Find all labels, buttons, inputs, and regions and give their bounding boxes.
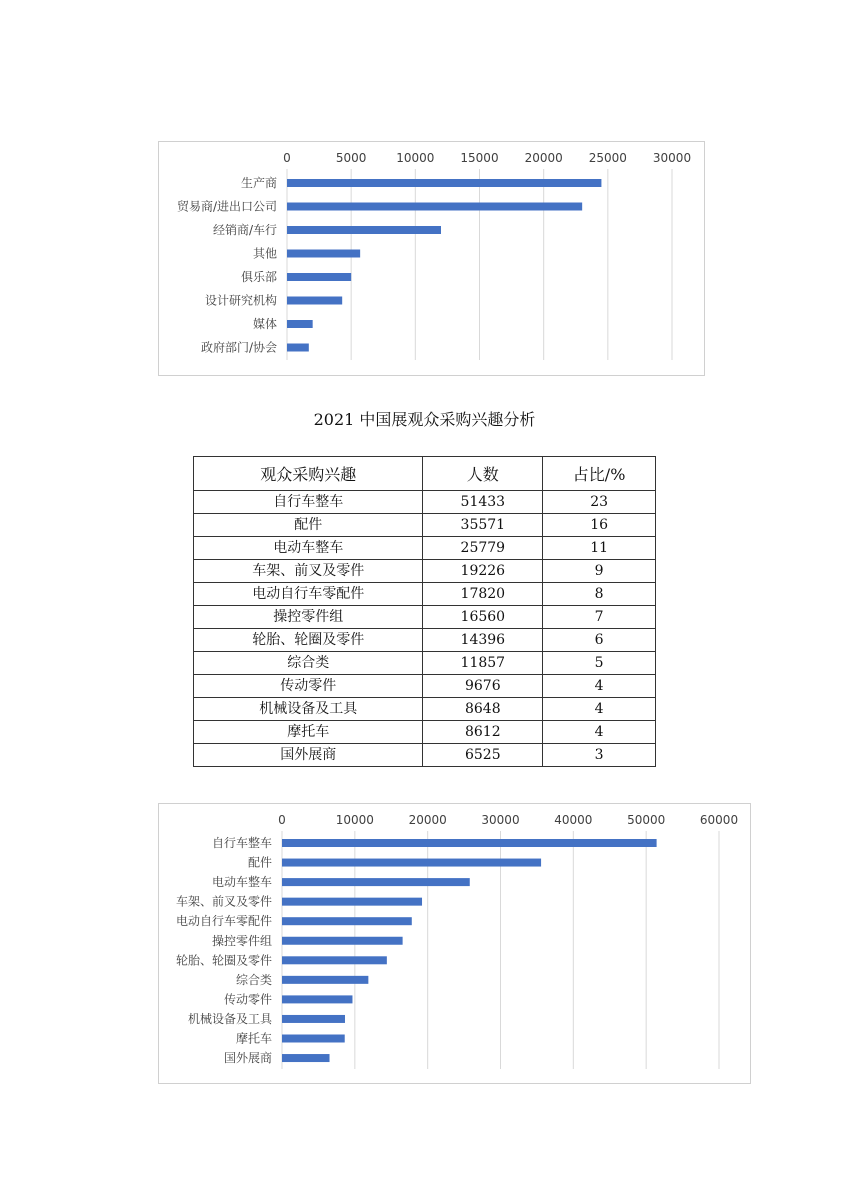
- category-label: 政府部门/协会: [200, 340, 277, 355]
- count-cell: 14396: [423, 629, 543, 652]
- bar: [282, 995, 352, 1003]
- category-label: 轮胎、轮圈及零件: [175, 953, 272, 968]
- table-row: [194, 606, 656, 629]
- share-cell: 6: [543, 629, 656, 652]
- x-tick-label: 30000: [481, 813, 520, 827]
- bar: [287, 320, 313, 328]
- category-label: 媒体: [252, 317, 277, 331]
- interest-cell: 摩托车: [194, 721, 423, 744]
- share-cell: 23: [543, 491, 656, 514]
- bar: [287, 203, 582, 211]
- x-tick-label: 20000: [408, 813, 447, 827]
- count-cell: 17820: [423, 583, 543, 606]
- bar: [287, 344, 309, 352]
- header-share: 占比/%: [543, 457, 656, 491]
- bar: [287, 179, 601, 187]
- header-count: 人数: [423, 457, 543, 491]
- table-row: [194, 721, 656, 744]
- table-row: [194, 652, 656, 675]
- category-label: 俱乐部: [240, 270, 277, 284]
- table-row: [194, 537, 656, 560]
- bar: [287, 297, 342, 305]
- bar: [282, 859, 541, 867]
- interest-cell: 国外展商: [194, 744, 423, 767]
- header-interest: 观众采购兴趣: [194, 457, 423, 491]
- bar: [282, 1054, 330, 1062]
- purchase-interest-table: [193, 456, 656, 767]
- interest-cell: 传动零件: [194, 675, 423, 698]
- table-row: [194, 698, 656, 721]
- share-cell: 4: [543, 698, 656, 721]
- count-cell: 51433: [423, 491, 543, 514]
- bar: [282, 898, 422, 906]
- x-tick-label: 0: [283, 151, 291, 165]
- x-tick-label: 30000: [652, 151, 692, 165]
- table-header-row: [194, 457, 656, 491]
- table-row: [194, 514, 656, 537]
- count-cell: 16560: [423, 606, 543, 629]
- table-row: [194, 629, 656, 652]
- bar: [282, 956, 387, 964]
- category-label: 综合类: [235, 972, 272, 987]
- count-cell: 6525: [423, 744, 543, 767]
- count-cell: 11857: [423, 652, 543, 675]
- bar: [282, 1015, 345, 1023]
- category-label: 国外展商: [223, 1051, 272, 1066]
- category-label: 配件: [247, 855, 272, 870]
- visitor-type-chart: [158, 141, 705, 376]
- category-label: 经销商/车行: [212, 223, 277, 237]
- count-cell: 9676: [423, 675, 543, 698]
- section-title: 2021 中国展观众采购兴趣分析: [313, 410, 536, 429]
- share-cell: 3: [543, 744, 656, 767]
- x-tick-label: 5000: [335, 151, 367, 165]
- x-tick-label: 60000: [699, 813, 739, 827]
- share-cell: 4: [543, 721, 656, 744]
- share-cell: 8: [543, 583, 656, 606]
- bar: [282, 937, 403, 945]
- interest-cell: 车架、前叉及零件: [194, 560, 423, 583]
- category-label: 电动自行车零配件: [175, 914, 272, 929]
- share-cell: 7: [543, 606, 656, 629]
- bar: [282, 917, 412, 925]
- table-row: [194, 560, 656, 583]
- category-label: 其他: [252, 246, 277, 261]
- category-label: 电动车整车: [211, 875, 272, 890]
- count-cell: 19226: [423, 560, 543, 583]
- bar: [282, 976, 368, 984]
- bar: [287, 226, 441, 234]
- interest-cell: 电动车整车: [194, 537, 423, 560]
- x-tick-label: 25000: [588, 151, 627, 165]
- category-label: 车架、前叉及零件: [175, 894, 272, 909]
- category-label: 生产商: [240, 176, 277, 190]
- share-cell: 11: [543, 537, 656, 560]
- x-tick-label: 15000: [460, 151, 499, 165]
- visitor-type-chart-svg: [159, 142, 704, 375]
- category-label: 传动零件: [223, 992, 272, 1007]
- x-tick-label: 10000: [335, 813, 374, 827]
- bar: [282, 878, 470, 886]
- x-tick-label: 40000: [554, 813, 593, 827]
- interest-cell: 综合类: [194, 652, 423, 675]
- interest-cell: 操控零件组: [194, 606, 423, 629]
- category-label: 贸易商/进出口公司: [176, 199, 277, 214]
- bar: [287, 273, 351, 281]
- count-cell: 8612: [423, 721, 543, 744]
- share-cell: 16: [543, 514, 656, 537]
- category-label: 设计研究机构: [204, 293, 277, 308]
- table-row: [194, 491, 656, 514]
- x-tick-label: 10000: [396, 151, 435, 165]
- count-cell: 8648: [423, 698, 543, 721]
- share-cell: 4: [543, 675, 656, 698]
- count-cell: 25779: [423, 537, 543, 560]
- bar: [282, 839, 657, 847]
- table-row: [194, 675, 656, 698]
- table-row: [194, 744, 656, 767]
- interest-cell: 配件: [194, 514, 423, 537]
- interest-cell: 轮胎、轮圈及零件: [194, 629, 423, 652]
- interest-cell: 电动自行车零配件: [194, 583, 423, 606]
- x-tick-label: 50000: [627, 813, 666, 827]
- category-label: 机械设备及工具: [187, 1011, 272, 1026]
- x-tick-label: 0: [278, 813, 286, 827]
- purchase-interest-chart-svg: [159, 804, 750, 1083]
- share-cell: 9: [543, 560, 656, 583]
- count-cell: 35571: [423, 514, 543, 537]
- category-label: 摩托车: [235, 1031, 272, 1046]
- table-row: [194, 583, 656, 606]
- interest-cell: 机械设备及工具: [194, 698, 423, 721]
- share-cell: 5: [543, 652, 656, 675]
- x-tick-label: 20000: [524, 151, 563, 165]
- bar: [282, 1035, 345, 1043]
- category-label: 操控零件组: [211, 933, 272, 948]
- purchase-interest-chart: [158, 803, 751, 1084]
- bar: [287, 250, 360, 258]
- category-label: 自行车整车: [211, 836, 272, 850]
- interest-cell: 自行车整车: [194, 491, 423, 514]
